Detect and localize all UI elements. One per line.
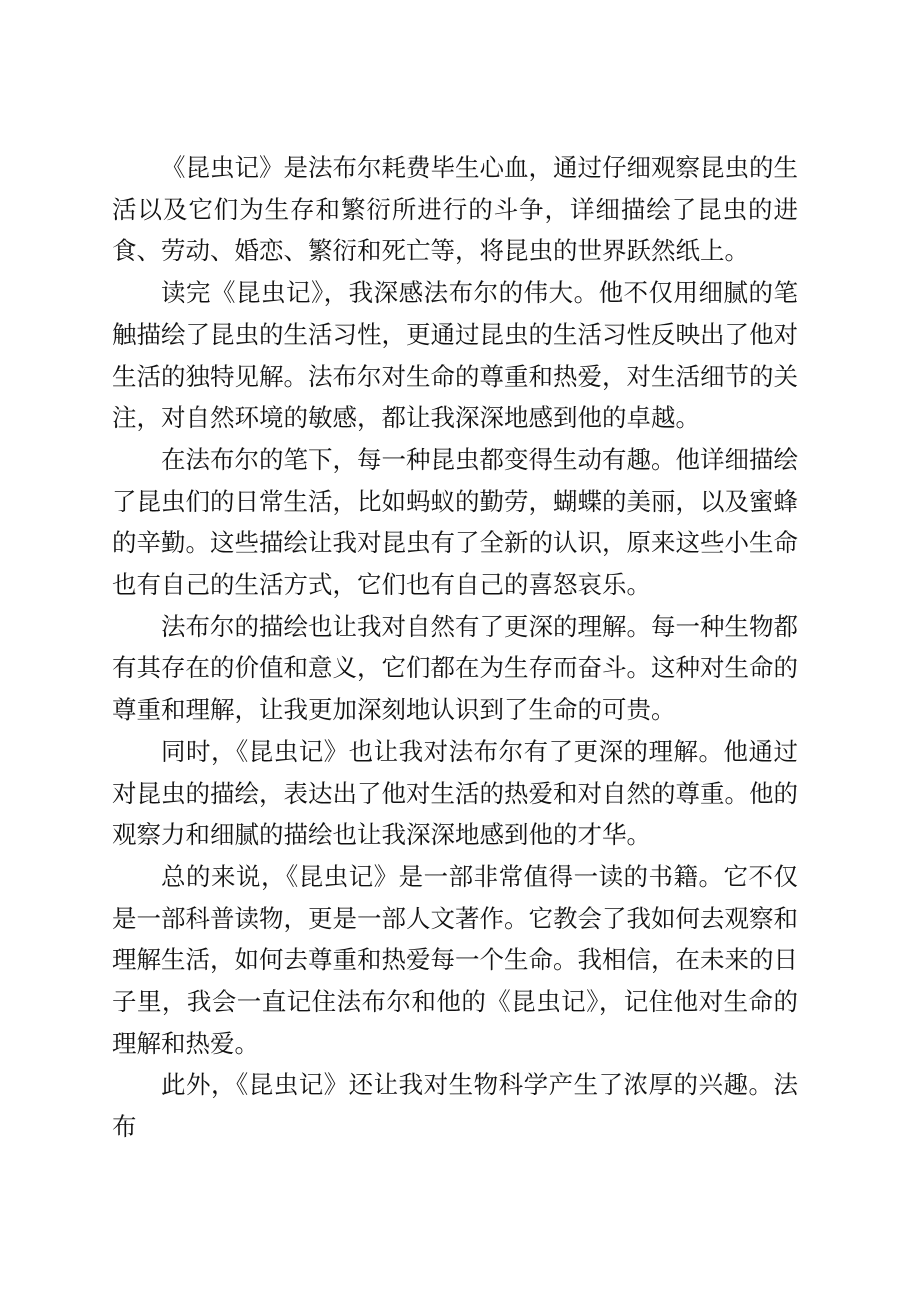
- document-body: [112, 147, 798, 1148]
- paragraph: 法布尔的描绘也让我对自然有了更深的理解。每一种生物都有其存在的价值和意义，它们都在为生存而奋斗。这种对生命的尊重和理解，让我更加深刻地认识到了生命的可贵。: [112, 611, 798, 725]
- paragraph: 此外，《昆虫记》还让我对生物科学产生了浓厚的兴趣。法布: [112, 1070, 798, 1142]
- paragraph: 同时，《昆虫记》也让我对法布尔有了更深的理解。他通过对昆虫的描绘，表达出了他对生活的热爱和对自然的尊重。他的观察力和细腻的描绘也让我深深地感到他的才华。: [112, 736, 798, 850]
- paragraph: 在法布尔的笔下，每一种昆虫都变得生动有趣。他详细描绘了昆虫们的日常生活，比如蚂蚁的勤劳，蝴蝶的美丽，以及蜜蜂的辛勤。这些描绘让我对昆虫有了全新的认识，原来这些小生命也有自己的生活方式，它们也有自己的喜怒哀乐。: [112, 444, 798, 600]
- paragraph: 总的来说，《昆虫记》是一部非常值得一读的书籍。它不仅是一部科普读物，更是一部人文著作。它教会了我如何去观察和理解生活，如何去尊重和热爱每一个生命。我相信，在未来的日子里，我会一直记住法布尔和他的《昆虫记》，记住他对生命的理解和热爱。: [112, 861, 798, 1058]
- paragraph: 读完《昆虫记》，我深感法布尔的伟大。他不仅用细腻的笔触描绘了昆虫的生活习性，更通过昆虫的生活习性反映出了他对生活的独特见解。法布尔对生命的尊重和热爱，对生活细节的关注，对自然环境的敏感，都让我深深地感到他的卓越。: [112, 278, 798, 433]
- paragraph: 《昆虫记》是法布尔耗费毕生心血，通过仔细观察昆虫的生活以及它们为生存和繁衍所进行的斗争，详细描绘了昆虫的进食、劳动、婚恋、繁衍和死亡等，将昆虫的世界跃然纸上。: [112, 153, 798, 266]
